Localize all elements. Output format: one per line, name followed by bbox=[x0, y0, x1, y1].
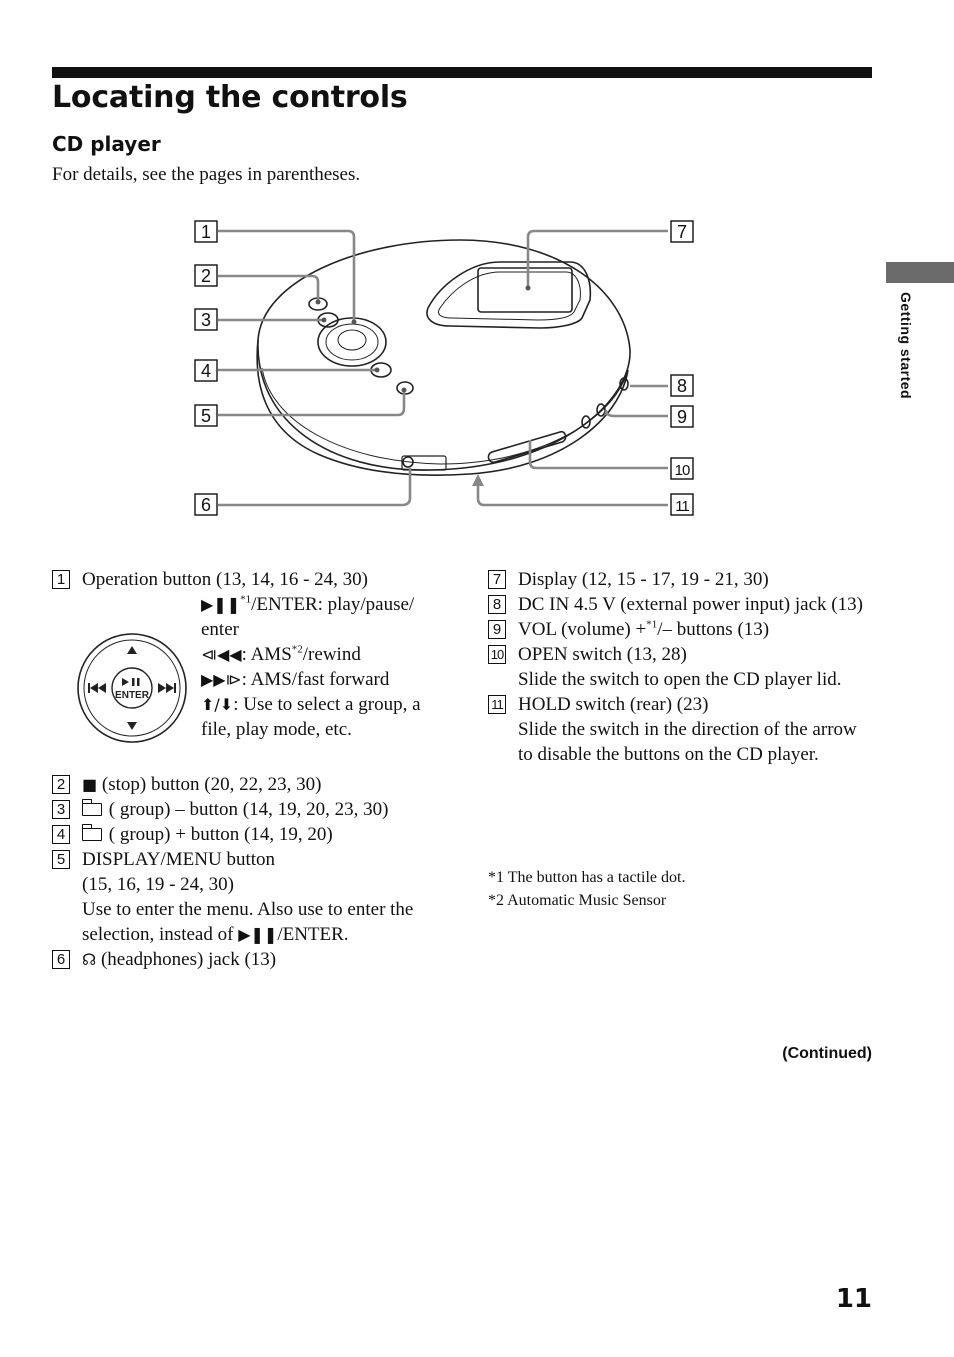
callout-1 bbox=[195, 221, 217, 242]
intro-text: For details, see the pages in parentheses. bbox=[52, 164, 361, 185]
item-number: 9 bbox=[488, 620, 506, 639]
list-item-1: 1 Operation button (13, 14, 16 - 24, 30) ENTER ▶❚❚$^{*1}$/ENTER: play/pause/ enter ⧏◀◀: AMS$^{*2}$/rewind ▶▶⧐: AMS/fast forward ⬆/⬇: Use to select a group, a file, play mode, etc. bbox=[52, 567, 442, 772]
stop-icon: ■ bbox=[82, 775, 98, 794]
callout-5 bbox=[195, 405, 217, 426]
list-item-7: 7 Display (12, 15 - 17, 19 - 21, 30) bbox=[488, 567, 868, 592]
item-number: 11 bbox=[488, 695, 506, 714]
player-body-top bbox=[258, 240, 630, 470]
item-number: 8 bbox=[488, 595, 506, 614]
title-rule bbox=[52, 67, 872, 78]
callout-11 bbox=[671, 494, 693, 515]
fast-forward-icon: ▶▶⧐ bbox=[201, 670, 242, 689]
svg-text:5: 5 bbox=[200, 406, 212, 426]
svg-text:11: 11 bbox=[675, 498, 689, 515]
callout-4 bbox=[195, 360, 217, 381]
footnote-2: *2 Automatic Music Sensor bbox=[488, 892, 667, 909]
controls-list-left bbox=[52, 567, 442, 972]
cd-player-diagram bbox=[0, 200, 954, 540]
item-number: 1 bbox=[52, 570, 70, 589]
list-item-11: 11 HOLD switch (rear) (23) Slide the switch in the direction of the arrow to disable the buttons on the CD player. bbox=[488, 692, 868, 767]
rewind-icon: ⧏◀◀ bbox=[201, 645, 242, 664]
svg-text:9: 9 bbox=[676, 407, 688, 427]
svg-text:4: 4 bbox=[200, 361, 212, 381]
callout-8 bbox=[671, 375, 693, 396]
item-number: 10 bbox=[488, 645, 506, 664]
group-folder-icon bbox=[82, 803, 102, 816]
play-pause-icon: ▶❚❚ bbox=[238, 925, 278, 944]
svg-text:10: 10 bbox=[674, 462, 690, 479]
footnotes bbox=[488, 866, 685, 912]
headphones-icon: ☊ bbox=[82, 950, 97, 969]
up-down-arrow-icon: ⬆/⬇ bbox=[201, 695, 234, 714]
list-item-5: 5 DISPLAY/MENU button (15, 16, 19 - 24, 30) Use to enter the menu. Also use to enter the selection, instead of ▶❚❚/ENTER. bbox=[52, 847, 442, 947]
svg-text:7: 7 bbox=[676, 222, 688, 242]
callout-10 bbox=[671, 458, 693, 479]
callout-7 bbox=[671, 221, 693, 242]
group-folder-icon bbox=[82, 828, 102, 841]
item-number: 2 bbox=[52, 775, 70, 794]
page-title: Locating the controls bbox=[52, 80, 408, 115]
item-number: 7 bbox=[488, 570, 506, 589]
item-number: 3 bbox=[52, 800, 70, 819]
list-item-6: 6 ☊ (headphones) jack (13) bbox=[52, 947, 442, 972]
operation-button-illustration bbox=[76, 632, 188, 744]
controls-list-right bbox=[488, 567, 868, 767]
page-number: 11 bbox=[835, 1284, 872, 1314]
list-item-10: 10 OPEN switch (13, 28) Slide the switch to open the CD player lid. bbox=[488, 642, 868, 692]
item-title: Operation button (13, 14, 16 - 24, 30) bbox=[82, 569, 369, 590]
list-item-2: 2 ■ (stop) button (20, 22, 23, 30) bbox=[52, 772, 442, 797]
svg-text:2: 2 bbox=[200, 266, 212, 286]
item-number: 6 bbox=[52, 950, 70, 969]
callout-3 bbox=[195, 309, 217, 330]
side-tab-label: Getting started bbox=[898, 292, 914, 400]
svg-text:ENTER: ENTER bbox=[115, 690, 149, 701]
callout-2 bbox=[195, 265, 217, 286]
play-pause-icon: ▶❚❚ bbox=[201, 595, 241, 614]
footnote-1: *1 The button has a tactile dot. bbox=[488, 869, 686, 886]
svg-text:6: 6 bbox=[200, 495, 212, 515]
item-number: 4 bbox=[52, 825, 70, 844]
svg-text:8: 8 bbox=[676, 376, 688, 396]
list-item-4: 4 ( group) + button (14, 19, 20) bbox=[52, 822, 442, 847]
callout-9 bbox=[671, 406, 693, 427]
section-title: CD player bbox=[52, 132, 161, 156]
list-item-8: 8 DC IN 4.5 V (external power input) jack (13) bbox=[488, 592, 868, 617]
svg-text:1: 1 bbox=[200, 222, 212, 242]
list-item-3: 3 ( group) – button (14, 19, 20, 23, 30) bbox=[52, 797, 442, 822]
svg-text:3: 3 bbox=[200, 310, 212, 330]
item-number: 5 bbox=[52, 850, 70, 869]
list-item-9: 9 VOL (volume) +$^{*1}$/– buttons (13) bbox=[488, 617, 868, 642]
callout-6 bbox=[195, 494, 217, 515]
continued-label: (Continued) bbox=[782, 1045, 872, 1062]
